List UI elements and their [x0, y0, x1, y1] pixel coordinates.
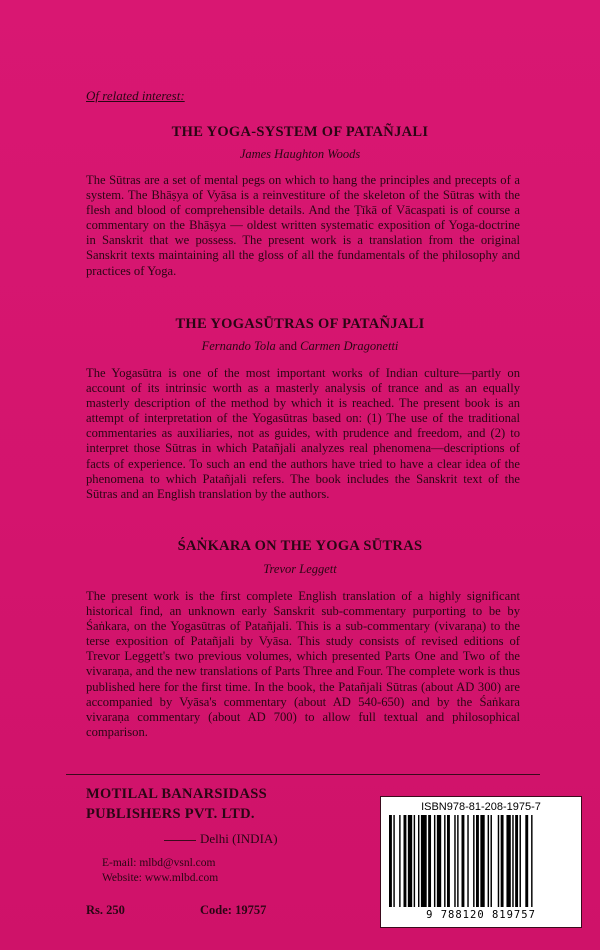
- book-authors-2: [0, 339, 600, 354]
- divider-line: [66, 774, 540, 775]
- barcode-bar: [498, 815, 499, 907]
- barcode-bar: [408, 815, 412, 907]
- city-rule-left: [164, 840, 196, 841]
- barcode-bar: [491, 815, 492, 907]
- code-label: Code: 19757: [200, 903, 267, 917]
- isbn-label: ISBN978-81-208-1975-7: [421, 801, 541, 813]
- barcode-bar: [473, 815, 474, 907]
- publisher-city-text: Delhi (INDIA): [200, 831, 278, 846]
- book-author-3: Trevor Leggett: [263, 562, 337, 576]
- barcode-bar: [506, 815, 510, 907]
- barcode-bar: [525, 815, 528, 907]
- barcode-bar: [501, 815, 504, 907]
- price-label: Rs. 250: [86, 903, 125, 917]
- barcode-bar: [404, 815, 407, 907]
- barcode-bar: [515, 815, 518, 907]
- barcode-bar: [444, 815, 445, 907]
- barcode-bar: [418, 815, 419, 907]
- book-title-3: ŚAṄKARA ON THE YOGA SŪTRAS: [177, 538, 423, 554]
- publisher-website: Website: www.mlbd.com: [102, 872, 219, 884]
- book-author-and: and: [278, 339, 297, 353]
- barcode-bar: [414, 815, 415, 907]
- barcode-bar: [467, 815, 468, 907]
- publisher-name: [86, 784, 267, 824]
- barcode-bar: [476, 815, 479, 907]
- book-title-2: THE YOGASŪTRAS OF PATAÑJALI: [175, 316, 425, 332]
- book-author-1: James Haughton Woods: [239, 147, 361, 161]
- barcode-bar: [480, 815, 484, 907]
- barcode-digits: 9 788120 819757: [426, 909, 536, 921]
- publisher-name-line1: MOTILAL BANARSIDASS: [86, 786, 267, 802]
- isbn-barcode-box: [380, 796, 582, 928]
- related-interest-heading: Of related interest:: [86, 88, 185, 103]
- barcode-bar: [399, 815, 400, 907]
- barcode-bar: [520, 815, 521, 907]
- publisher-email: E-mail: mlbd@vsnl.com: [102, 857, 216, 869]
- publisher-name-line2: PUBLISHERS PVT. LTD.: [86, 806, 255, 822]
- barcode-bar: [512, 815, 513, 907]
- book-description-2: The Yogasūtra is one of the most important works of Indian culture—partly on account of its intrinsic worth as a masterly analysis of trance and as an equally masterly description of the method by which it is reached. The present book is an attempt of interpretation of the Yogasūtras based on: (1) The use of the traditional commentaries as auxiliaries, not as guides, with prudence and freedom, and (2) to interpret those Sūtras in which Patañjali analyzes real phenomena—descriptions of facts of experience. To such an end the authors have tried to have a clear idea of the phenomena to which Patañjali refers. The book includes the Sanskrit text of the Sūtras and an English translation by the authors.: [86, 366, 520, 501]
- barcode-bar: [462, 815, 465, 907]
- barcode-bar: [531, 815, 532, 907]
- barcode-bar: [434, 815, 435, 907]
- barcode-bar: [454, 815, 455, 907]
- barcode-bar: [421, 815, 427, 907]
- barcode-bar: [447, 815, 450, 907]
- publisher-city: [160, 831, 278, 847]
- barcode-bar: [437, 815, 441, 907]
- barcode-bar: [457, 815, 458, 907]
- book-title-1: THE YOGA-SYSTEM OF PATAÑJALI: [171, 124, 429, 140]
- book-description-1: The Sūtras are a set of mental pegs on which to hang the principles and precepts of a system. The Bhāṣya of Vyāsa is a reinvestiture of the skeleton of the Sūtras with the flesh and blood of comprehensible details. And the Ṭīkā of Vācaspati is of course a commentary on the Bhāṣya — oldest written systematic exposition of Yoga-doctrine in Sanskrit that we possess. The present work is a translation from the original Sanskrit texts maintaining all the gloss of all the fundamentals of the philosophy and practices of Yoga.: [86, 173, 520, 278]
- barcode-bar: [428, 815, 431, 907]
- barcode-bars: [387, 815, 575, 909]
- book-description-3: The present work is the first complete English translation of a highly significant historical find, an unknown early Sanskrit sub-commentary purporting to be by Śaṅkara, on the Yogasūtras of Patañjali. This is a sub-commentary (vivaraṇa) to the terse exposition of Patañjali by Vyāsa. This study consists of revised editions of Trevor Leggett's two previous volumes, which presented Parts One and Two of the vivaraṇa, and the new translations of Parts Three and Four. The complete work is thus published here for the first time. In the book, the Patañjali Sūtras (about AD 300) are accompanied by Vyāsa's commentary (about AD 540-650) and by the Śaṅkara vivaraṇa commentary (about AD 700) to allow full textual and philosophical comparison.: [86, 589, 520, 739]
- barcode-bar: [389, 815, 392, 907]
- barcode-bar: [488, 815, 489, 907]
- book-author-2b: Carmen Dragonetti: [300, 339, 399, 353]
- barcode-bar: [393, 815, 394, 907]
- book-author-2a: Fernando Tola: [201, 339, 276, 353]
- publisher-contact: [102, 856, 218, 886]
